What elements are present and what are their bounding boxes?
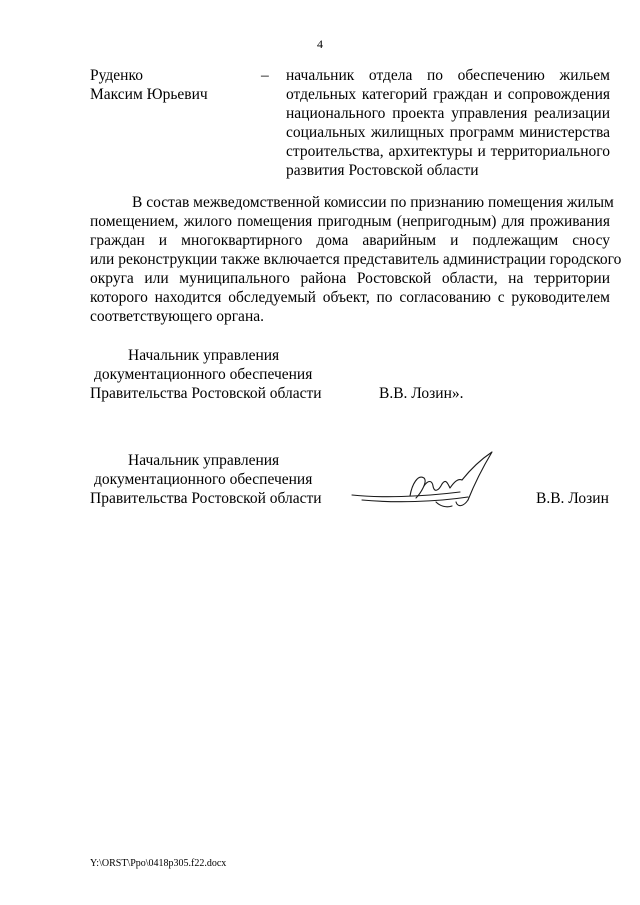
role-line: отдельных категорий граждан и сопровождения <box>286 86 610 103</box>
paragraph-line: или реконструкции также включается представитель администрации городского <box>90 251 622 268</box>
signatory-name-1: В.В. Лозин». <box>379 385 464 402</box>
signatory-title-line: Начальник управления <box>128 452 280 469</box>
signatory-title-line: Начальник управления <box>128 347 280 364</box>
member-name <box>90 66 208 104</box>
member-dash: – <box>261 67 269 84</box>
signature-block-1 <box>90 346 322 403</box>
signatory-title-line: Правительства Ростовской области <box>90 385 322 402</box>
paragraph-line: округа или муниципального района Ростовской области, на территории <box>90 270 610 287</box>
paragraph-line: помещением, жилого помещения пригодным (непригодным) для проживания <box>90 213 610 230</box>
paragraph-line: граждан и многоквартирного дома аварийным и подлежащим сносу <box>90 232 610 249</box>
signatory-title-line: документационного обеспечения <box>94 471 313 488</box>
paragraph-line: которого находится обследуемый объект, по согласованию с руководителем <box>90 289 610 306</box>
member-surname: Руденко <box>90 67 143 84</box>
commission-paragraph <box>90 193 622 326</box>
paragraph-line: В состав межведомственной комиссии по признанию помещения жилым <box>132 194 614 211</box>
role-line: строительства, архитектуры и территориального <box>286 143 610 160</box>
handwritten-signature <box>340 440 510 520</box>
footer-file-path: Y:\ORST\Ppo\0418p305.f22.docx <box>90 858 227 869</box>
role-line: национального проекта управления реализации <box>286 105 610 122</box>
member-given-names: Максим Юрьевич <box>90 86 208 103</box>
signature-block-2 <box>90 451 322 508</box>
paragraph-line: соответствующего органа. <box>90 308 264 325</box>
signatory-title-line: Правительства Ростовской области <box>90 490 322 507</box>
signatory-title-line: документационного обеспечения <box>94 366 313 383</box>
role-line: начальник отдела по обеспечению жильем <box>286 67 610 84</box>
signatory-name-2: В.В. Лозин <box>536 490 609 507</box>
page-number: 4 <box>317 37 323 51</box>
member-role <box>286 66 610 180</box>
role-line: социальных жилищных программ министерства <box>286 124 610 141</box>
role-line: развития Ростовской области <box>286 162 479 179</box>
